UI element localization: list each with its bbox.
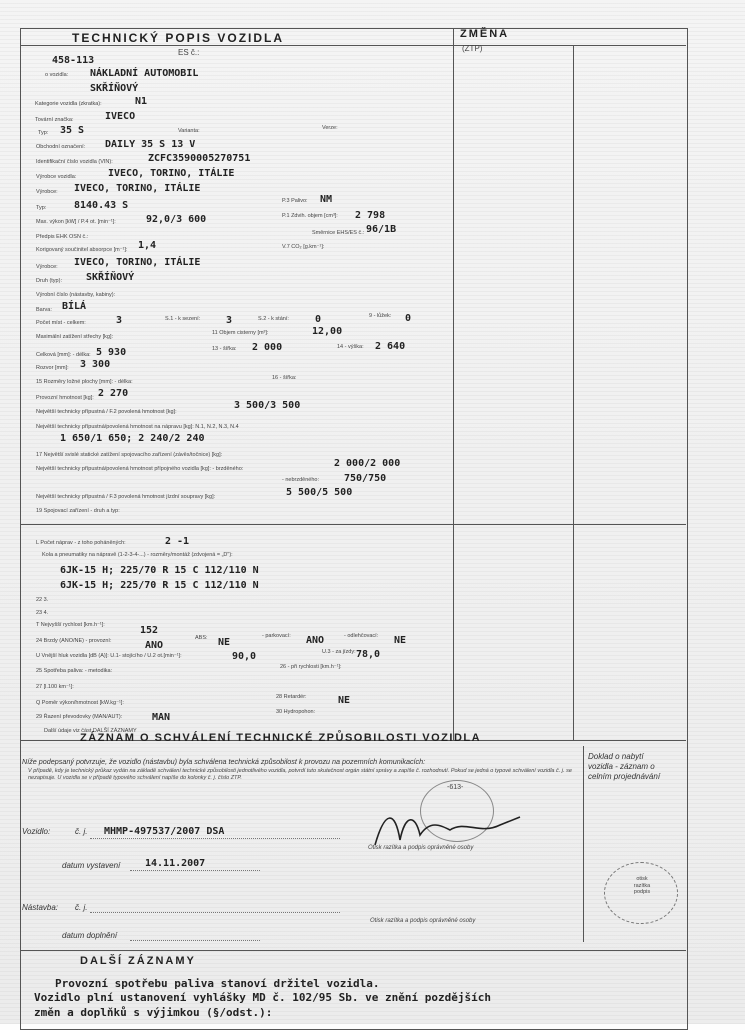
field-label: Varianta: [178,128,200,134]
field-value: N1 [135,96,148,107]
perf-value: ANO [306,635,325,646]
records-title: DALŠÍ ZÁZNAMY [80,955,196,967]
perf-label: U.3 - za jízdy: [322,649,356,655]
side-note: Doklad o nabytí vozidla - záznam o celním projednávání [588,752,661,781]
field-label: Největší technicky přípustná/povolená hmotnost přípojného vozidla [kg]: - brzděného: [36,466,244,472]
change-subtitle: (ZTP) [462,44,483,53]
field-label: P.3 Palivo: [282,198,308,204]
row-number: 23 4. [36,610,49,616]
zmena-column-divider [453,28,454,740]
field-value: 8140.43 S [74,200,129,211]
perf-label: U Vnější hluk vozidla [dB (A)]: U.1- stojícího / U.2 ot.[min⁻¹]: [36,653,182,659]
field-label: Typ: [38,130,49,136]
field-label: S.1 - k sezení: [165,316,201,322]
field-value: 1 650/1 650; 2 240/2 240 [60,433,205,444]
field-label: Celková [mm]: - délka: [36,352,91,358]
field-label: Výrobce: [36,189,58,195]
field-label: - nebrzděného: [282,477,319,483]
field-value: BÍLÁ [62,301,87,312]
perf-value: NE [338,695,351,706]
perf-value: NE [218,637,231,648]
field-value: 96/1B [366,224,397,235]
field-value: 2 270 [98,388,129,399]
field-label: Rozvor [mm]: [36,365,69,371]
field-label: Identifikační číslo vozidla (VIN): [36,159,113,165]
field-value: 3 300 [80,359,111,370]
field-value: 3 500/3 500 [234,400,301,411]
field-label: 13 - šířka: [212,346,237,352]
zmena-inner-divider [573,45,574,740]
field-label: Výrobní číslo (nástavby, kabiny): [36,292,116,298]
date-label: datum vystavení [62,861,121,870]
perf-label: 24 Brzdy (ANO/NE) - provozní: [36,638,112,644]
wheels-label: Kola a pneumatiky na nápravě (1-2-3-4-...) - rozměry/montáž (zdvojená = „D"): [42,552,233,558]
field-value: 3 [116,315,123,326]
approval-intro: Níže podepsaný potvrzuje, že vozidlo (nástavbu) byla schválena technická způsobilost k provozu na pozemních komunikacích: [22,757,426,766]
field-label: Barva: [36,307,52,313]
field-value: IVECO [105,111,136,122]
field-value: NÁKLADNÍ AUTOMOBIL [90,68,199,79]
field-label: Provozní hmotnost [kg]: [36,395,94,401]
field-value: 0 [405,313,412,324]
perf-label: 26 - při rychlosti [km.h⁻¹]: [280,664,342,670]
form-title: TECHNICKÝ POPIS VOZIDLA [72,31,285,45]
record-line: Vozidlo plní ustanovení vyhlášky MD č. 102/95 Sb. ve znění pozdějších [34,991,491,1004]
perf-label: 25 Spotřeba paliva: - metodika: [36,668,113,674]
date2-label: datum doplnění [62,931,118,940]
date2-line [130,940,260,941]
perf-label: 30 Hydropohon: [276,709,316,715]
record-line: změn a doplňků s výjimkou (§/odst.): [34,1006,273,1019]
field-label: P.1 Zdvih. objem [cm³]: [282,213,338,219]
field-value: 750/750 [344,473,387,484]
field-value: 2 000 [252,342,283,353]
perf-label: Q Poměr výkon/hmotnost [kW.kg⁻¹]: [36,700,124,706]
field-label: Předpis EHK OSN č.: [36,234,89,240]
approval-title: ZÁZNAM O SCHVÁLENÍ TECHNICKÉ ZPŮSOBILOSTI VOZIDLA [80,732,482,744]
field-label: Typ: [36,205,47,211]
perf-value: 152 [140,625,159,636]
field-label: Výrobce: [36,264,58,270]
perf-label: 28 Retardér: [276,694,307,700]
field-label: 19 Spojovací zařízení - druh a typ: [36,508,120,514]
perf-value: ANO [145,640,164,651]
field-value: ZCFC3590005270751 [148,153,251,164]
perf-value: NE [394,635,407,646]
field-value: 5 500/5 500 [286,487,353,498]
field-value: IVECO, TORINO, ITÁLIE [108,168,235,179]
field-value: 0 [315,314,322,325]
change-title: ZMĚNA [460,28,510,40]
records-top-rule [20,950,686,951]
approval-side-divider [583,746,584,942]
mid-divider [20,524,686,525]
body-label: Nástavba: [22,903,59,912]
field-label: V.7 CO₂ [g.km⁻¹]: [282,244,325,250]
cj-line [90,838,340,839]
date-value: 14.11.2007 [145,858,206,869]
record-line: Provozní spotřebu paliva stanoví držitel vozidla. [55,977,380,990]
field-value: 2 640 [375,341,406,352]
small-stamp-text: otisk razítka podpis [633,876,651,895]
field-label: Směrnice EHS/ES č.: [312,230,365,236]
stamp-text: -613- [447,784,464,791]
field-label: 9 - lůžek: [369,313,392,319]
stamp-caption-2: Otisk razítka a podpis oprávněné osoby [370,918,476,924]
field-label: Výrobce vozidla: [36,174,77,180]
perf-value: 78,0 [356,649,381,660]
field-value: 92,0/3 600 [146,214,207,225]
doc-number: 458-113 [52,55,95,66]
field-label: Největší technicky přípustná / F.2 povolená hmotnost [kg]: [36,409,177,415]
date-line [130,870,260,871]
field-value: 2 000/2 000 [334,458,401,469]
perf-label: - odlehčovací: [344,633,379,639]
field-label: Největší technicky přípustná / F.3 povolená hmotnost jízdní soupravy [kg]: [36,494,216,500]
field-value: DAILY 35 S 13 V [105,139,196,150]
field-label: 17 Největší svislé statické zatížení spojovacího zařízení (závěs/točnice) [kg]: [36,452,223,458]
perf-value: MAN [152,712,171,723]
field-value: SKŘÍŇOVÝ [90,83,139,94]
vehicle-label: Vozidlo: [22,827,51,836]
header-underline [20,45,686,46]
perf-label: - parkovací: [262,633,291,639]
field-label: Obchodní označení: [36,144,86,150]
tire-row-2: 6JK-15 H; 225/70 R 15 C 112/110 N [60,580,259,591]
perf-label: 27 [l.100 km⁻¹]: [36,684,74,690]
field-label: Max. výkon [kW] / P.4 ot. [min⁻¹]: [36,219,116,225]
field-label: o vozidla: [45,72,69,78]
perf-label: 29 Řazení převodovky (MAN/AUT): [36,714,123,720]
cj-value: MHMP-497537/2007 DSA [104,826,225,837]
field-label: S.2 - k stání: [258,316,289,322]
stamp-caption: Otisk razítka a podpis oprávněné osoby [368,845,474,851]
field-value: 2 798 [355,210,386,221]
perf-label: ABS: [195,635,208,641]
field-value: 12,00 [312,326,343,337]
es-label: ES č.: [178,48,200,57]
cj-label: č. j. [75,827,88,836]
cj2-line [90,912,340,913]
perf-value: 90,0 [232,651,257,662]
field-value: SKŘÍŇOVÝ [86,272,135,283]
field-value: IVECO, TORINO, ITÁLIE [74,257,201,268]
perf-label: Další údaje viz část DALŠÍ ZÁZNAMY [44,728,137,734]
field-label: Verze: [322,125,338,131]
tire-row-1: 6JK-15 H; 225/70 R 15 C 112/110 N [60,565,259,576]
field-label: 16 - šířka: [272,375,297,381]
field-label: Korigovaný součinitel absorpce [m⁻¹]: [36,247,128,253]
axle-count-value: 2 -1 [165,536,190,547]
field-label: 15 Rozměry ložné plochy [mm]: - délka: [36,379,133,385]
field-value: IVECO, TORINO, ITÁLIE [74,183,201,194]
field-label: 11 Objem cisterny [m³]: [212,330,269,336]
field-label: Kategorie vozidla (zkratka): [35,101,102,107]
field-value: 35 S [60,125,85,136]
field-value: 1,4 [138,240,157,251]
field-value: 3 [226,315,233,326]
axle-count-label: L Počet náprav - z toho poháněných: [36,540,126,546]
approval-note: V případě, kdy je technický průkaz vydán na základě schválení technické způsobilosti jednotlivého vozidla, potvrdí tuto skutečnost orgán státní správy a zapíše č. rozhodnutí. Pokud se jedná o typové schválení vozidla č. j. se nezapisuje. U vozidla se v případě typového schválení napíše do kolonky č. j. číslo ZTP. [28,768,572,781]
field-value: 5 930 [96,347,127,358]
cj2-label: č. j. [75,903,88,912]
field-label: 14 - výška: [337,344,364,350]
perf-label: T Nejvyšší rychlost [km.h⁻¹]: [36,622,105,628]
field-label: Největší technicky přípustná/povolená hmotnost na nápravu [kg]: N.1, N.2, N.3, N.4 [36,424,239,430]
field-label: Maximální zatížení střechy [kg]: [36,334,114,340]
field-label: Druh (typ): [36,278,62,284]
field-value: NM [320,194,333,205]
field-label: Počet míst - celkem: [36,320,86,326]
field-label: Tovární značka: [35,117,74,123]
row-number: 22 3. [36,597,49,603]
signature-mark [370,805,530,850]
